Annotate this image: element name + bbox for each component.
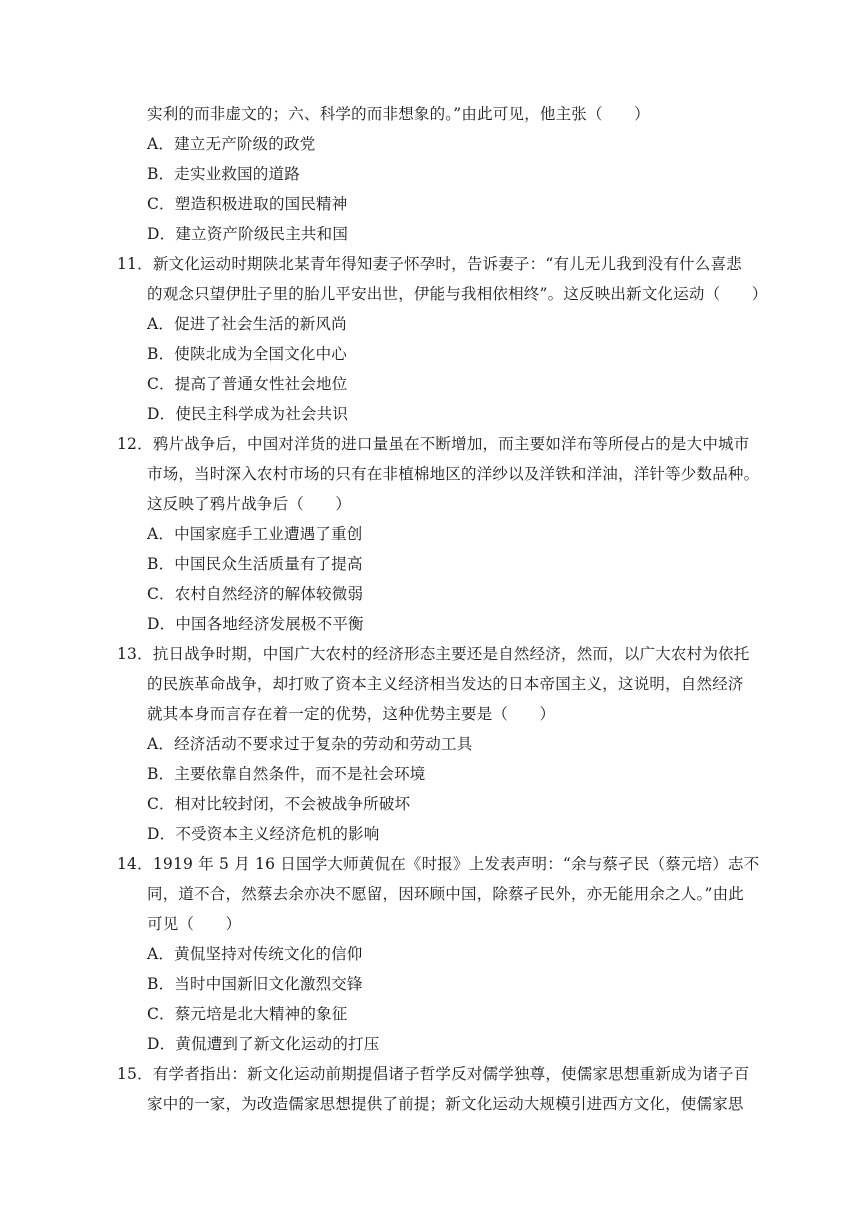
q14-option-a: A．黄侃坚持对传统文化的信仰 — [147, 945, 363, 963]
q13-option-b: B．主要依靠自然条件，而不是社会环境 — [147, 765, 426, 783]
q13-stem-line-1: 13．抗日战争时期，中国广大农村的经济形态主要还是自然经济，然而，以广大农村为依托 — [117, 645, 750, 663]
q11-stem-line-2: 的观念只望伊肚子里的胎儿平安出世，伊能与我相依相终”。这反映出新文化运动（ ） — [147, 285, 768, 303]
q13-stem-line-3: 就其本身而言存在着一定的优势，这种优势主要是（ ） — [147, 705, 556, 723]
q12-option-d: D．中国各地经济发展极不平衡 — [147, 615, 364, 633]
q12-option-c: C．农村自然经济的解体较微弱 — [147, 585, 364, 603]
q14-option-d: D．黄侃遭到了新文化运动的打压 — [147, 1035, 380, 1053]
q11-option-a: A．促进了社会生活的新风尚 — [147, 315, 347, 333]
q11-option-d: D．使民主科学成为社会共识 — [147, 405, 349, 423]
q15-stem-line-1: 15．有学者指出：新文化运动前期提倡诸子哲学反对儒学独尊，使儒家思想重新成为诸子百 — [117, 1065, 750, 1083]
q14-stem-line-1: 14．1919 年 5 月 16 日国学大师黄侃在《时报》上发表声明：“余与蔡孑民（蔡元培）志不 — [117, 855, 760, 873]
q11-option-b: B．使陕北成为全国文化中心 — [147, 345, 347, 363]
q13-stem-line-2: 的民族革命战争，却打败了资本主义经济相当发达的日本帝国主义，这说明，自然经济 — [147, 675, 744, 693]
q14-stem-line-3: 可见（ ） — [147, 915, 242, 933]
q14-option-c: C．蔡元培是北大精神的象征 — [147, 1005, 348, 1023]
q12-option-b: B．中国民众生活质量有了提高 — [147, 555, 363, 573]
q12-stem-line-3: 这反映了鸦片战争后（ ） — [147, 495, 352, 513]
q11-option-c: C．提高了普通女性社会地位 — [147, 375, 348, 393]
q14-option-b: B．当时中国新旧文化激烈交锋 — [147, 975, 363, 993]
q13-option-d: D．不受资本主义经济危机的影响 — [147, 825, 380, 843]
q14-stem-line-2: 同，道不合，然蔡去余亦决不愿留，因环顾中国，除蔡孑民外，亦无能用余之人。”由此 — [147, 885, 744, 903]
q10-stem-continuation: 实利的而非虚文的；六、科学的而非想象的。”由此可见，他主张（ ） — [147, 105, 650, 123]
q10-option-d: D．建立资产阶级民主共和国 — [147, 225, 349, 243]
q10-option-b: B．走实业救国的道路 — [147, 165, 300, 183]
q12-stem-line-2: 市场，当时深入农村市场的只有在非植棉地区的洋纱以及洋铁和洋油，洋针等少数品种。 — [147, 465, 760, 483]
q12-option-a: A．中国家庭手工业遭遇了重创 — [147, 525, 363, 543]
q13-option-c: C．相对比较封闭，不会被战争所破坏 — [147, 795, 411, 813]
q11-stem-line-1: 11．新文化运动时期陕北某青年得知妻子怀孕时，告诉妻子：“有儿无儿我到没有什么喜悲 — [117, 255, 742, 273]
q13-option-a: A．经济活动不要求过于复杂的劳动和劳动工具 — [147, 735, 473, 753]
q10-option-a: A．建立无产阶级的政党 — [147, 135, 316, 153]
q15-stem-line-2: 家中的一家，为改造儒家思想提供了前提；新文化运动大规模引进西方文化，使儒家思 — [147, 1095, 744, 1113]
q10-option-c: C．塑造积极进取的国民精神 — [147, 195, 348, 213]
q12-stem-line-1: 12．鸦片战争后，中国对洋货的进口量虽在不断增加，而主要如洋布等所侵占的是大中城市 — [117, 435, 750, 453]
